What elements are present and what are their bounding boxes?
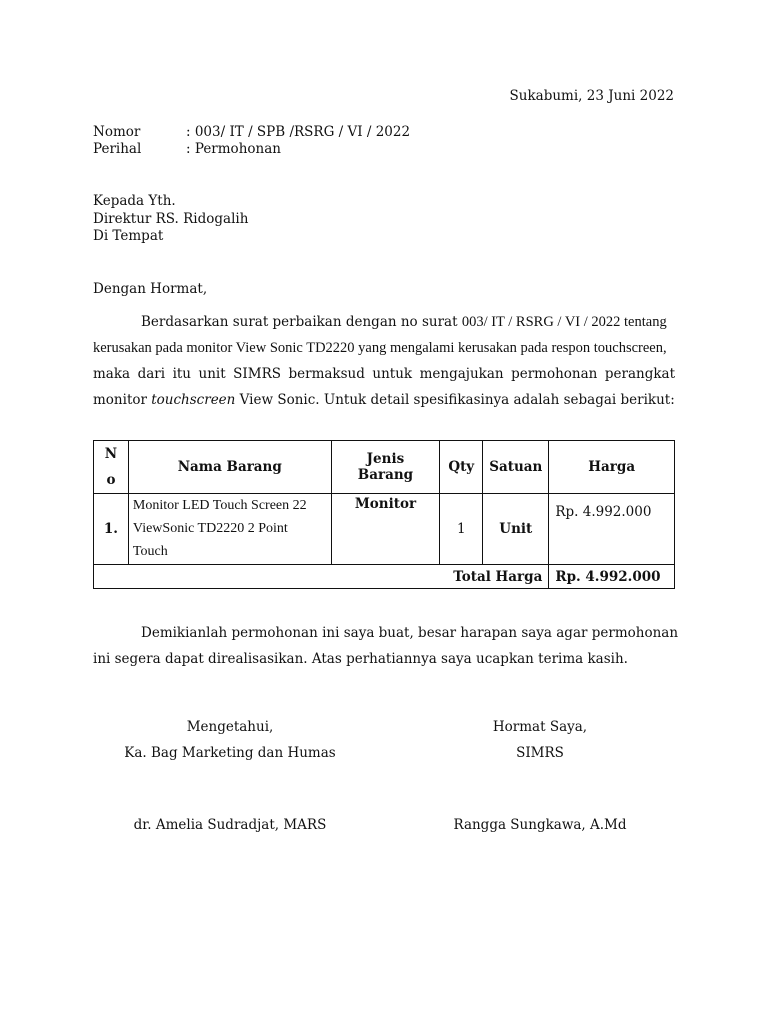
letter-date: Sukabumi, 23 Juni 2022 <box>509 88 674 104</box>
cell-qty: 1 <box>440 494 483 565</box>
nomor-value: : 003/ IT / SPB /RSRG / VI / 2022 <box>186 124 411 140</box>
cell-no: 1. <box>94 494 129 565</box>
header-qty: Qty <box>440 441 483 494</box>
signature-left-line2: Ka. Bag Marketing dan Humas <box>124 745 336 761</box>
cell-nama-line: Touch <box>132 544 168 559</box>
body-line-1-b: 003/ IT / RSRG / VI / 2022 tentang <box>461 314 667 330</box>
nomor-label: Nomor <box>93 124 141 140</box>
addressee-line: Kepada Yth. <box>93 193 176 209</box>
header-harga: Harga <box>549 441 675 494</box>
body-line-1 <box>93 309 675 335</box>
table-row <box>94 494 675 565</box>
total-value: Rp. 4.992.000 <box>549 565 675 589</box>
header-jenis: Jenis Barang <box>331 441 440 494</box>
closing-line-2: ini segera dapat direalisasikan. Atas perhatiannya saya ucapkan terima kasih. <box>93 651 628 667</box>
header-no-2: o <box>106 472 116 488</box>
signature-left <box>100 719 360 834</box>
header-nama: Nama Barang <box>128 441 331 494</box>
closing-line-1: Demikianlah permohonan ini saya buat, besar harapan saya agar permohonan <box>141 625 679 641</box>
cell-harga: Rp. 4.992.000 <box>549 494 675 565</box>
cell-jenis: Monitor <box>331 494 440 565</box>
table-total-row <box>94 565 675 589</box>
items-table <box>93 440 675 589</box>
addressee-block <box>93 193 248 246</box>
signature-left-line1: Mengetahui, <box>186 719 274 735</box>
cell-nama-line: ViewSonic TD2220 2 Point <box>132 521 288 536</box>
body-line-1-a: Berdasarkan surat perbaikan dengan no surat <box>141 314 462 330</box>
total-label: Total Harga <box>94 565 549 589</box>
addressee-line: Direktur RS. Ridogalih <box>93 210 249 227</box>
body-line-4-a: monitor <box>93 392 152 408</box>
signature-right-line1: Hormat Saya, <box>492 719 588 735</box>
header-no-1: N <box>104 446 118 462</box>
body-line-3: maka dari itu unit SIMRS bermaksud untuk mengajukan permohonan perangkat <box>93 366 675 382</box>
cell-satuan: Unit <box>483 494 549 565</box>
header-satuan: Satuan <box>483 441 549 494</box>
header-no <box>94 441 129 494</box>
body-line-2: kerusakan pada monitor View Sonic TD2220 yang mengalami kerusakan pada respon touchscreen, <box>93 340 667 356</box>
signature-left-name: dr. Amelia Sudradjat, MARS <box>133 817 327 833</box>
perihal-value: : Permohonan <box>186 141 281 157</box>
body-paragraph <box>93 309 675 413</box>
greeting: Dengan Hormat, <box>93 281 208 297</box>
body-line-4-b: touchscreen <box>151 392 236 408</box>
cell-nama-line: Monitor LED Touch Screen 22 <box>132 498 307 513</box>
body-line-4-c: View Sonic. Untuk detail spesifikasinya adalah sebagai berikut: <box>235 392 675 408</box>
closing-paragraph <box>93 620 679 672</box>
signature-right-name: Rangga Sungkawa, A.Md <box>453 817 627 833</box>
table-header-row <box>94 441 675 494</box>
body-line-4 <box>93 387 675 413</box>
cell-nama <box>128 494 331 565</box>
signature-right-line2: SIMRS <box>516 745 564 761</box>
perihal-label: Perihal <box>93 141 142 157</box>
signature-right <box>410 719 670 834</box>
addressee-line: Di Tempat <box>93 228 164 244</box>
